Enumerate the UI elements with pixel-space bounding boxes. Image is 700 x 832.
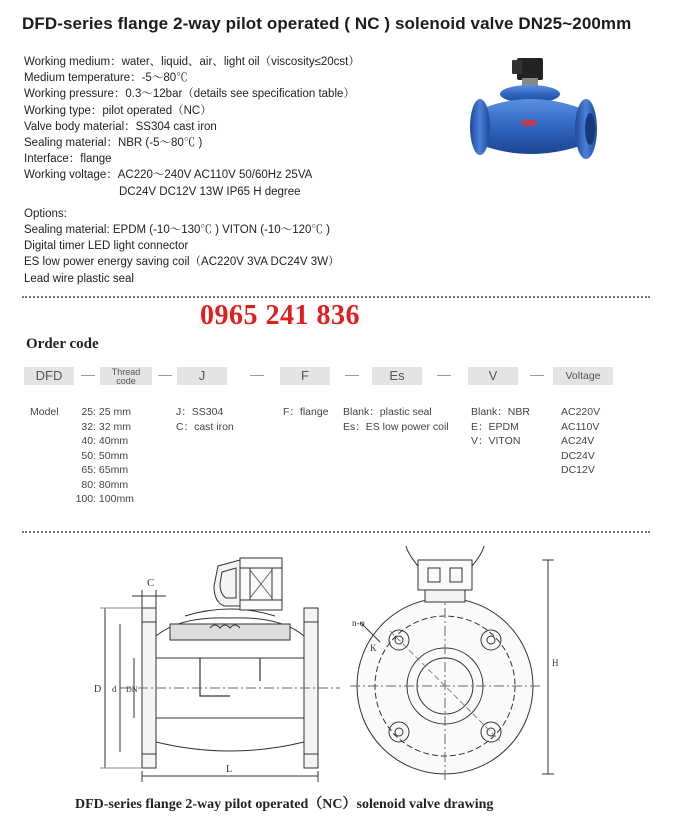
order-dash <box>81 375 95 376</box>
order-dash <box>530 375 544 376</box>
order-col-thread <box>60 405 134 507</box>
spec-list <box>24 54 464 287</box>
option-lead-wire: Lead wire plastic seal <box>24 272 134 285</box>
divider-top <box>22 296 650 298</box>
spec-body-material: Valve body material：SS304 cast iron <box>24 120 217 133</box>
spec-working-type: Working type：pilot operated（NC） <box>24 104 212 117</box>
drawing-caption: DFD-series flange 2-way pilot operated（NC）solenoid valve drawing <box>75 797 494 812</box>
valve-technical-drawing <box>90 546 650 786</box>
order-box-thread <box>100 367 152 385</box>
option-es-coil: ES low power energy saving coil（AC220V 3VA DC24V 3W） <box>24 256 340 269</box>
thread-label-2: code <box>116 375 136 386</box>
order-col-coil <box>343 405 449 434</box>
order-box-voltage: Voltage <box>553 367 613 385</box>
option-digital-timer: Digital timer LED light connector <box>24 240 189 253</box>
order-col-voltage <box>561 405 600 478</box>
seal-option: Blank：NBR <box>471 406 530 418</box>
seal-option: V：VITON <box>471 435 521 447</box>
order-col-model <box>30 405 59 420</box>
model-label: Model <box>30 406 59 418</box>
order-dash <box>437 375 451 376</box>
thread-row: 40: 40mm <box>81 435 129 447</box>
dim-d: D <box>94 684 102 695</box>
body-option: J：SS304 <box>176 406 224 418</box>
dim-h: H <box>552 658 559 668</box>
order-dash <box>158 375 172 376</box>
dim-k: K <box>370 643 377 653</box>
spec-working-voltage: Working voltage：AC220～240V AC110V 50/60Hz 25VA <box>24 169 313 182</box>
dim-l: L <box>226 764 233 775</box>
spec-working-pressure: Working pressure：0.3～12bar（details see specification table） <box>24 88 355 101</box>
order-col-interface <box>283 405 329 420</box>
front-flange-view <box>350 546 554 782</box>
spec-sealing-material: Sealing material：NBR (-5～80℃ ) <box>24 137 203 150</box>
order-col-body <box>176 405 234 434</box>
thread-row: 50: 50mm <box>81 449 129 462</box>
spec-working-voltage-dc: DC24V DC12V 13W IP65 H degree <box>119 185 301 198</box>
valve-product-image <box>462 50 612 168</box>
coil-option: Es：ES low power coil <box>343 420 449 433</box>
body-option: C：cast iron <box>176 420 234 433</box>
side-section-view <box>100 558 340 782</box>
coil-option: Blank：plastic seal <box>343 406 432 418</box>
dim-c: C <box>147 577 155 589</box>
order-box-f: F <box>280 367 330 385</box>
order-box-dfd: DFD <box>24 367 74 385</box>
order-box-v: V <box>468 367 518 385</box>
seal-option: E：EPDM <box>471 420 519 433</box>
voltage-option: AC24V <box>561 435 595 447</box>
order-dash <box>250 375 264 376</box>
order-box-j: J <box>177 367 227 385</box>
order-col-seal <box>471 405 530 449</box>
order-box-es: Es <box>372 367 422 385</box>
dim-dn: DN <box>126 685 138 694</box>
spec-interface: Interface：flange <box>24 153 112 166</box>
voltage-option: DC24V <box>561 449 595 462</box>
spec-medium-temperature: Medium temperature：-5～80℃ <box>24 72 188 85</box>
options-heading: Options: <box>24 207 67 220</box>
order-dash <box>345 375 359 376</box>
divider-bottom <box>22 531 650 533</box>
thread-row: 65: 65mm <box>81 464 129 476</box>
phone-number: 0965 241 836 <box>200 300 360 331</box>
page-title: DFD-series flange 2-way pilot operated ( NC ) solenoid valve DN25~200mm <box>22 14 632 33</box>
thread-row: 32: 32 mm <box>81 420 132 433</box>
order-code-title: Order code <box>26 336 99 352</box>
voltage-option: AC220V <box>561 406 601 418</box>
spec-working-medium: Working medium：water、liquid、air、light oil（viscosity≤20cst） <box>24 56 360 68</box>
thread-row: 80: 80mm <box>81 478 129 491</box>
option-sealing: Sealing material: EPDM (-10～130℃ ) VITON (-10～120℃ ) <box>24 224 330 237</box>
dim-n-phi: n-φ <box>352 618 365 628</box>
thread-label-1: Thread <box>111 367 141 377</box>
voltage-option: AC110V <box>561 420 600 433</box>
voltage-option: DC12V <box>561 464 595 476</box>
thread-row: 25: 25 mm <box>81 406 132 418</box>
thread-row: 100: 100mm <box>75 493 134 505</box>
dim-d1: d <box>112 684 117 694</box>
interface-option: F：flange <box>283 406 329 418</box>
